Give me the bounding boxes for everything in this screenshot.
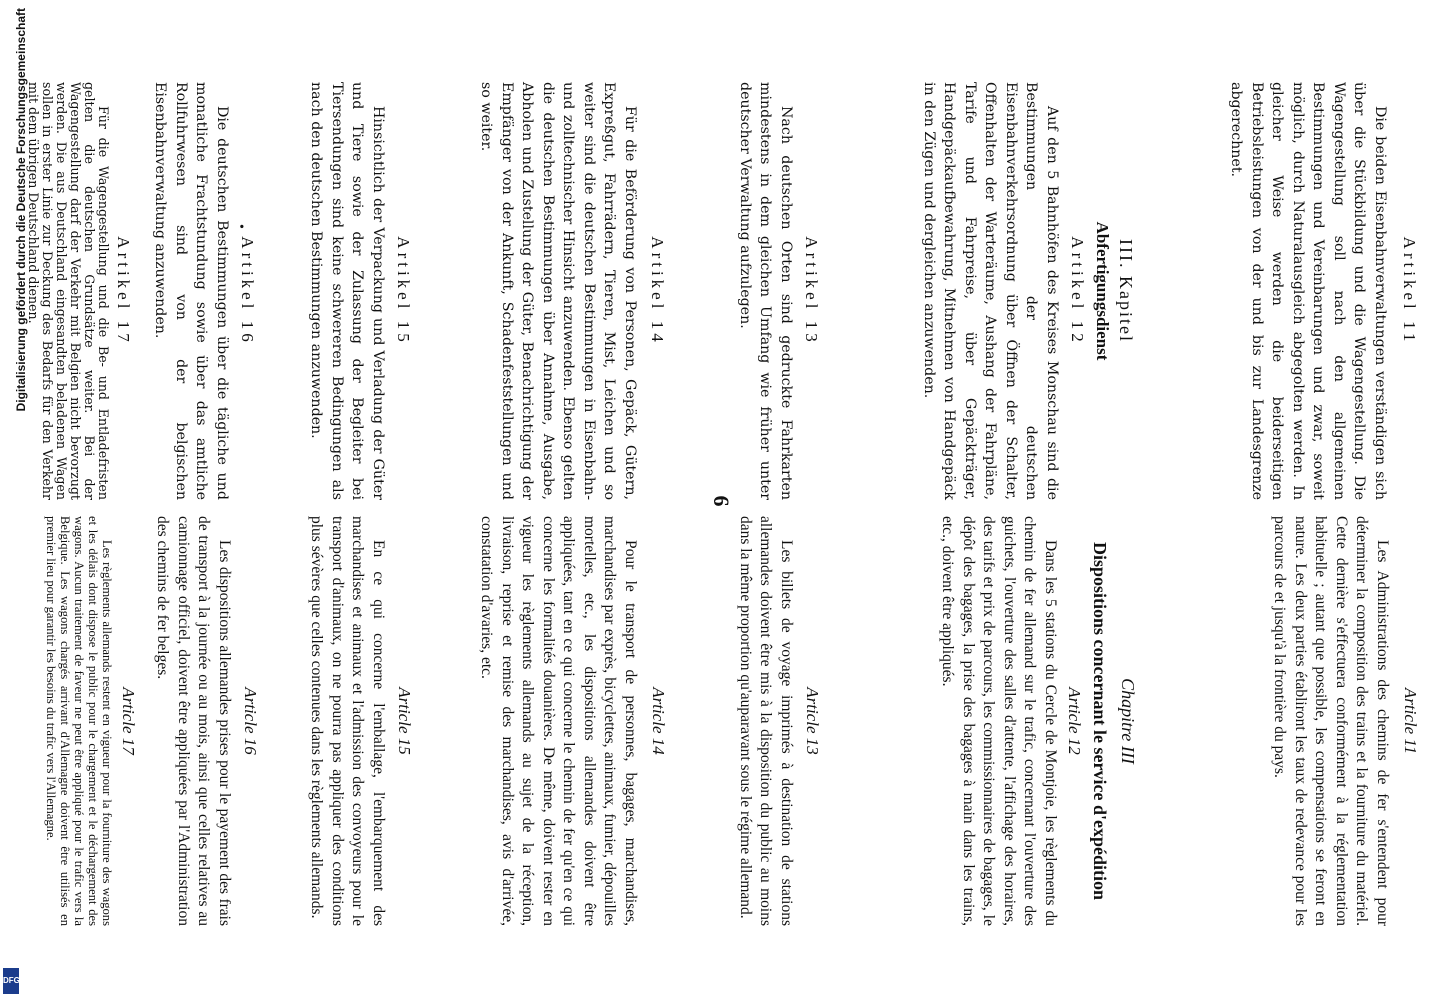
german-article-11-text: Die beiden Eisenbahnverwaltungen verständigen sich über die Stückbildung und die Wagengestellung. Die Wagengestellung soll nach den allgemeinen Bestimmungen und Vereinbarungen und zwar, soweit möglich, durch Naturalausgleich abgegolten werden. In gleicher Weise werden die beiderseitigen Betriebsleistungen von der und bis zur Landesgrenze abgerechnet. <box>1228 82 1388 500</box>
french-article-13-text: Les billets de voyage imprimés à destination de stations allemandes doivent être mis à la disposition du public au moins dans la même proportion qu'auparavant sous le régime allemand. <box>737 516 795 926</box>
french-article-11-heading: Article 11 <box>1401 687 1420 755</box>
german-article-17-text: Für die Wagengestellung und die Be- und Entladefristen gelten die deutschen Grundsätze weiter. Bei der Wagengestellung darf der Verkehr mit Belgien nicht bevorzugt werden. Die aus Deutschland eingesandten beladenen Wagen sollen in erster Linie zur Deckung des Bedarfs für den Verkehr mit dem übrigen Deutschland dienen. <box>26 82 111 500</box>
german-article-13-text: Nach deutschen Orten sind gedruckte Fahrkarten mindestens in dem gleichen Umfang wie früher unter deutscher Verwaltung aufzulegen. <box>737 82 794 500</box>
german-article-13-heading: Artikel 13 <box>802 236 821 346</box>
french-article-16-heading: Article 16 <box>241 687 260 755</box>
french-article-16-text: Les dispositions allemandes prises pour le payement des frais de transport à la journée ou au mois, ainsi que celles relatives au camionnage officiel, doivent être appliquées par l'Administration des chemins de fer belges. <box>154 516 233 926</box>
german-column <box>0 82 1434 500</box>
french-article-12-text: Dans les 5 stations du Cercle de Montjoie, les règlements du chemin de fer allemand sur le trafic, concernant l'ouverture des guichets, l'ouverture des salles d'attente, l'affichage des horaires, des tarifs et prix de parcours, les commissionnaires de bagages, le dépôt des bagages, la prise des bagages à main dans les trains, etc., doivent être appliqués. <box>939 516 1059 926</box>
french-article-12-heading: Article 12 <box>1065 687 1084 755</box>
footer-strip <box>0 0 28 1000</box>
german-article-17-heading: Artikel 17 <box>114 236 133 346</box>
german-article-14-text: Für die Beförderung von Personen, Gepäck, Gütern, Expreßgut, Fahrrädern, Tieren, Mist, Leichen und so weiter sind die deutschen Bestimmungen in Eisenbahn- und zolltechnischer Hinsicht anzuwenden. Ebenso gelten die deutschen Bestimmungen über Annahme, Ausgabe, Abholen und Zustellung der Güter, Benachrichtigung der Empfänger von der Ankunft, Schadenfeststellungen und so weiter. <box>478 82 638 500</box>
french-article-17-heading: Article 17 <box>119 687 138 755</box>
french-chapter-subtitle: Dispositions concernant le service d'expédition <box>1090 542 1110 900</box>
french-article-13-heading: Article 13 <box>803 687 822 755</box>
french-article-14-text: Pour le transport de personnes, bagages, marchandises, marchandises par exprès, bicyclettes, animaux, fumier, dépouilles mortelles, etc., les dispositions allemandes doivent être appliquées, tant en ce qui concerne le chemin de fer qu'en ce qui concerne les formalités douanières. De même, doivent rester en vigueur les règlements allemands au sujet de la réception, livraison, reprise et remise des marchandises, avis d'arrivée, constatation d'avaries, etc. <box>478 516 639 926</box>
german-article-16-heading: Artikel 16 <box>238 236 257 346</box>
french-article-14-heading: Article 14 <box>649 687 668 755</box>
french-article-11-text: Les Administrations des chemins de fer s'entendent pour déterminer la composition des trains et la fourniture du matériel. Cette dernière s'effectuera conformément à la réglementation habituelle ; autant que possible, les compensations se feront en nature. Les deux parties établiront les taux de redevance pour les parcours de et jusqu'à la frontière du pays. <box>1271 516 1391 926</box>
german-article-14-heading: Artikel 14 <box>648 236 667 346</box>
french-chapter-heading: Chapitre III <box>1118 678 1138 764</box>
german-article-12-heading: Artikel 12 <box>1068 236 1087 346</box>
german-chapter-heading: III. Kapitel <box>1116 239 1136 343</box>
stray-dot-mark: • <box>233 224 248 229</box>
french-article-17-text: Les règlements allemands restent en vigueur pour la fourniture des wagons et les délais dont dispose le public pour le chargement et le déchargement des wagons. Aucun traitement de faveur ne peut être appliqué pour le trafic vers la Belgique. Les wagons chargés arrivant d'Allemagne doivent être utilisés en premier lieu pour garantir les besoins du trafic vers l'Allemagne. <box>44 516 114 926</box>
german-article-15-text: Hinsichtlich der Verpackung und Verladung der Güter und Tiere sowie der Zulassung der Begleiter bei Tiersendungen sind keine schwereren Bedingungen als nach den deutschen Bestimmungen anzuwenden. <box>308 82 386 500</box>
page-number: 6 <box>709 495 734 507</box>
german-article-16-text: Die deutschen Bestimmungen über die tägliche und monatliche Frachtstundung sowie über das amtliche Rollfuhrwesen sind von der belgischen Eisenbahnverwaltung anzuwenden. <box>152 82 230 500</box>
german-article-12-text: Auf den 5 Bahnhöfen des Kreises Monschau sind die Bestimmungen der deutschen Eisenbahnverkehrsordnung über Öffnen der Schalter, Offenhalten der Warteräume, Aushang der Fahrpläne, Tarife und Fahrpreise, über Gepäckträger, Handgepäckaufbewahrung, Mitnehmen von Handgepäck in den Zügen und dergleichen anzuwenden. <box>921 82 1060 500</box>
german-article-15-heading: Artikel 15 <box>394 236 413 346</box>
german-chapter-subtitle: Abfertigungsdienst <box>1093 221 1112 361</box>
french-article-15-text: En ce qui concerne l'emballage, l'embarquement des marchandises et animaux et l'admission des convoyeurs pour le transport d'animaux, on ne pourra pas appliquer des conditions plus sévères que celles contenues dans les règlements allemands. <box>308 516 387 926</box>
german-article-11-heading: Artikel 11 <box>1400 236 1419 346</box>
french-article-15-heading: Article 15 <box>395 687 414 755</box>
french-column <box>0 516 1434 926</box>
dfg-logo: DFG <box>3 968 19 994</box>
footer-credit-text: Digitalisierung gefördert durch die Deutsche Forschungsgemeinschaft <box>14 8 28 412</box>
